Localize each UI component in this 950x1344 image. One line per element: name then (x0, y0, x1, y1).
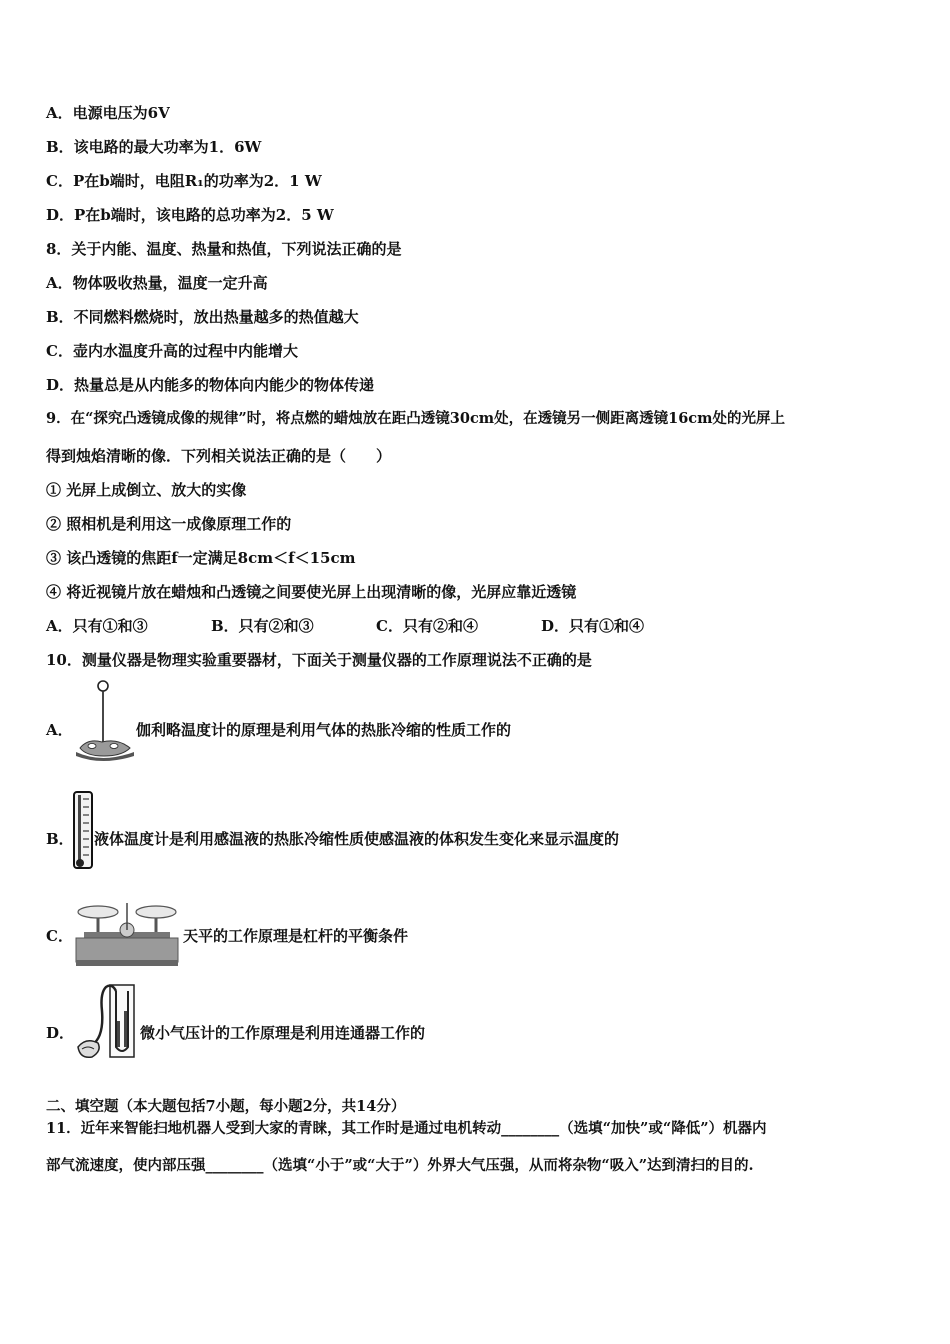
q9-stem-line1: 9．在“探究凸透镜成像的规律”时，将点燃的蜡烛放在距凸透镜30cm处，在透镜另一侧距离透镜16cm处的光屏上 (46, 410, 785, 427)
q10-option-b-text: 液体温度计是利用感温液的热胀冷缩性质使感温液的体积发生变化来显示温度的 (94, 830, 620, 848)
q8-option-a: A．物体吸收热量，温度一定升高 (46, 274, 268, 292)
q10-stem: 10．测量仪器是物理实验重要器材，下面关于测量仪器的工作原理说法不正确的是 (46, 651, 592, 669)
q10-option-a-text: 伽利略温度计的原理是利用气体的热胀冷缩的性质工作的 (136, 721, 512, 739)
q9-statement-3: ③ 该凸透镜的焦距f一定满足8cm＜f＜15cm (46, 549, 356, 567)
section-2-title: 二、填空题（本大题包括7小题，每小题2分，共14分） (46, 1098, 406, 1115)
galileo-thermometer-image (72, 680, 136, 762)
q7-option-d: D．P在b端时，该电路的总功率为2．5 W (46, 206, 334, 224)
q9-option-d: D．只有①和④ (541, 617, 645, 635)
q7-option-a: A．电源电压为6V (46, 104, 170, 122)
pressure-gauge-image (72, 981, 138, 1063)
q7-option-b: B．该电路的最大功率为1．6W (46, 138, 262, 156)
q10-option-d-text: 微小气压计的工作原理是利用连通器工作的 (140, 1024, 426, 1042)
q9-option-b: B．只有②和③ (211, 617, 314, 635)
q7-option-c: C．P在b端时，电阻R₁的功率为2．1 W (46, 172, 322, 190)
q9-statement-1: ① 光屏上成倒立、放大的实像 (46, 481, 247, 499)
q10-option-c-text: 天平的工作原理是杠杆的平衡条件 (183, 927, 409, 945)
q10-option-d-letter: D． (46, 1024, 75, 1042)
q8-option-d: D．热量总是从内能多的物体向内能少的物体传递 (46, 376, 375, 394)
q10-option-a-letter: A． (46, 721, 73, 739)
q9-option-c: C．只有②和④ (376, 617, 478, 635)
q9-option-a: A．只有①和③ (46, 617, 148, 635)
q8-option-c: C．壶内水温度升高的过程中内能增大 (46, 342, 298, 360)
q9-stem-line2: 得到烛焰清晰的像．下列相关说法正确的是（ ） (46, 447, 392, 465)
liquid-thermometer-image (72, 791, 94, 871)
q11-line1: 11．近年来智能扫地机器人受到大家的青睐，其工作时是通过电机转动________（选填“加快”或“降低”）机器内 (46, 1120, 767, 1137)
q8-option-b: B．不同燃料燃烧时，放出热量越多的热值越大 (46, 308, 359, 326)
balance-scale-image (74, 898, 180, 968)
q11-line2: 部气流速度，使内部压强________（选填“小于”或“大于”）外界大气压强，从而将杂物“吸入”达到清扫的目的. (46, 1157, 754, 1174)
q10-option-c-letter: C． (46, 927, 73, 945)
q10-option-b-letter: B． (46, 830, 74, 848)
q9-statement-2: ② 照相机是利用这一成像原理工作的 (46, 515, 292, 533)
q9-options (46, 616, 644, 636)
q9-statement-4: ④ 将近视镜片放在蜡烛和凸透镜之间要使光屏上出现清晰的像，光屏应靠近透镜 (46, 583, 577, 601)
q8-stem: 8．关于内能、温度、热量和热值，下列说法正确的是 (46, 240, 402, 258)
